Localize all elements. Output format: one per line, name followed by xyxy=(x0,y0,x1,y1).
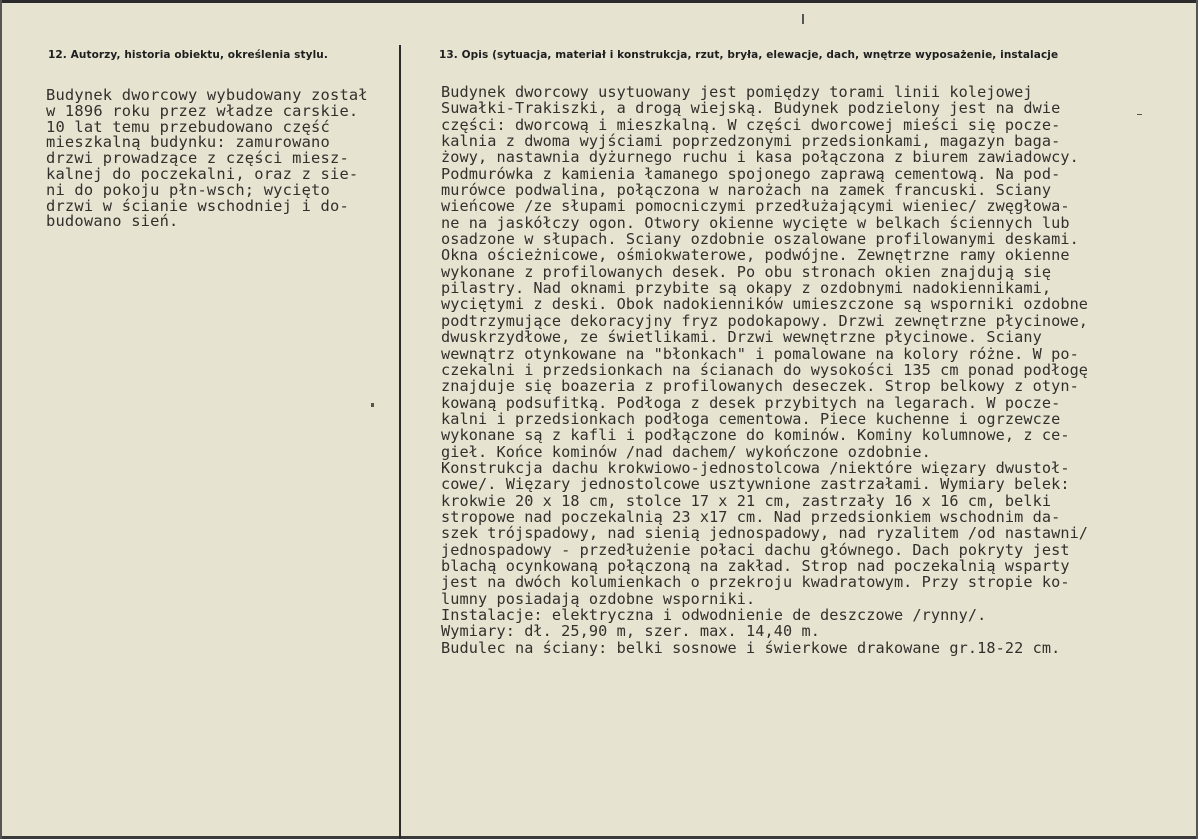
card-left-border xyxy=(0,0,2,839)
paper-speck xyxy=(1137,114,1142,115)
section-13-typed-text: Budynek dworcowy usytuowany jest pomiędzy torami linii kolejowej Suwałki-Trakiszki, a drogą wiejską. Budynek podzielony jest na dwie części: dworcową i mieszkalną. W części dworcowej mieści się pocze- kalnia z dwoma wyjściami poprzedzonymi przedsionkami, magazyn baga- żowy, nastawnia dyżurnego ruchu i kasa połączona z biurem zawiadowcy. Podmurówka z kamienia łamanego spojonego zaprawą cementową. Na pod- murówce podwalina, połączona w narożach na zamek francuski. Sciany wieńcowe /ze słupami pomocniczymi przedłużającymi wieniec/ zwęgłowa- ne na jaskółczy ogon. Otwory okienne wycięte w belkach ściennych lub osadzone w słupach. Sciany ozdobnie oszalowane profilowanymi deskami. Okna ościeżnicowe, ośmiokwaterowe, podwójne. Zewnętrzne ramy okienne wykonane z profilowanych desek. Po obu stronach okien znajdują się pilastry. Nad oknami przybite są okapy z ozdobnymi nadokiennikami, wyciętymi z deski. Obok nadokienników umieszczone są wsporniki ozdobne podtrzymujące dekoracyjny fryz podokapowy. Drzwi zewnętrzne płycinowe, dwuskrzydłowe, ze świetlikami. Drzwi wewnętrzne płycinowe. Sciany wewnątrz otynkowane na "błonkach" i pomalowane na kolory różne. W po- czekalni i przedsionkach na ścianach do wysokości 135 cm ponad podłogę znajduje się boazeria z profilowanych deseczek. Strop belkowy z otyn- kowaną podsufitką. Podłoga z desek przybitych na legarach. W pocze- kalni i przedsionkach podłoga cementowa. Piece kuchenne i ogrzewcze wykonane są z kafli i podłączone do kominów. Kominy kolumnowe, z ce- gieł. Końce kominów /nad dachem/ wykończone ozdobnie. Konstrukcja dachu krokwiowo-jednostolcowa /niektóre więzary dwustoł- cowe/. Więzary jednostolcowe usztywnione zastrzałami. Wymiary belek: krokwie 20 x 18 cm, stolce 17 x 21 cm, zastrzały 16 x 16 cm, belki stropowe nad poczekalnią 23 x17 cm. Nad przedsionkiem wschodnim da- szek trójspadowy, nad sienią jednospadowy, nad ryzalitem /od nastawni/ jednospadowy - przedłużenie połaci dachu głównego. Dach pokryty jest blachą ocynkowaną połączoną na zakład. Strop nad poczekalnią wsparty jest na dwóch kolumienkach o przekroju kwadratowym. Przy stropie ko- lumny posiadają ozdobne wsporniki. Instalacje: elektryczna i odwodnienie de deszczowe /rynny/. Wymiary: dł. 25,90 m, szer. max. 14,40 m. Budulec na ściany: belki sosnowe i świerkowe drakowane gr.18-22 cm. xyxy=(441,83,1089,657)
section-12-heading: 12. Autorzy, historia obiektu, określenia stylu. xyxy=(48,49,328,61)
paper-speck xyxy=(371,403,374,407)
card-top-border xyxy=(0,0,1198,3)
paper-speck xyxy=(802,14,804,24)
section-12-typed-text: Budynek dworcowy wybudowany został w 1896 roku przez władze carskie. 10 lat temu przebudowano część mieszkalną budynku: zamurowano drzwi prowadzące z części miesz- kalnej do poczekalni, oraz z sie- ni do pokoju płn-wsch; wycięto drzwi w ścianie wschodniej i do- budowano sień. xyxy=(46,86,368,231)
column-divider xyxy=(399,45,401,839)
section-13-heading: 13. Opis (sytuacja, materiał i konstrukcja, rzut, bryła, elewacje, dach, wnętrze wyposażenie, instalacje xyxy=(439,49,1059,61)
